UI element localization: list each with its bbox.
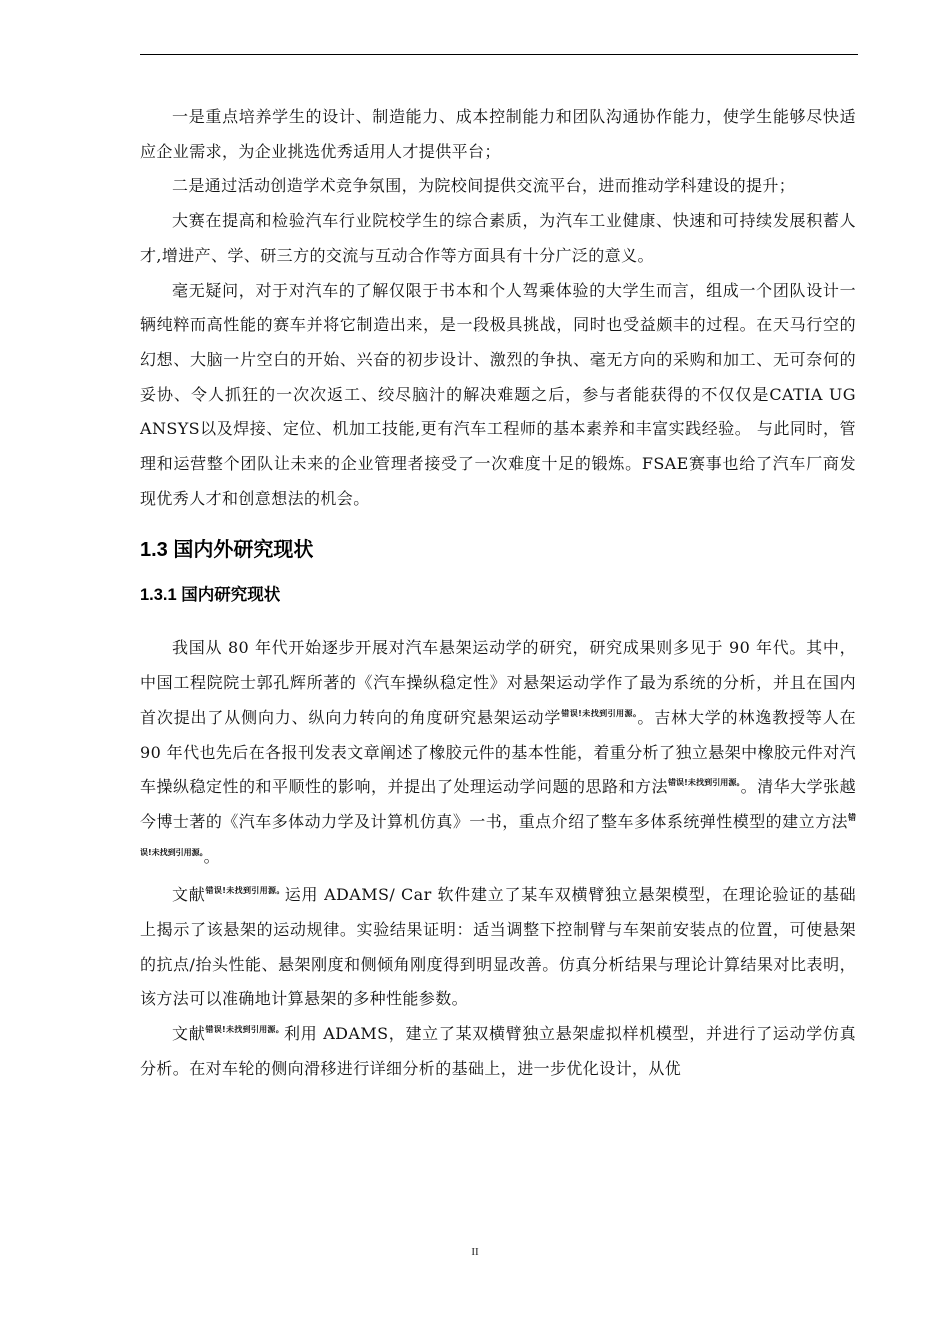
text-run: 。吉林大学的林逸教授等人在 90 年代也先后在各报刊发表文章阐述了橡胶元件的基本性能，着重分析了独立悬架中橡胶元件对汽车操纵稳定性的和平顺性的影响，并提出了处理运动学问题的思路和方法 xyxy=(140,707,857,797)
text-run: 运用 ADAMS/ Car 软件建立了某车双横臂独立悬架模型，在理论验证的基础上揭示了该悬架的运动规律。实验结果证明：适当调整下控制臂与车架前安装点的位置，可使悬架的抗点/抬头性能、悬架刚度和侧倾角刚度得到明显改善。仿真分析结果与理论计算结果对比表明，该方法可以准确地计算悬架的多种性能参数。 xyxy=(140,885,856,1009)
subsection-heading: 1.3.1 国内研究现状 xyxy=(140,586,281,605)
header-rule xyxy=(140,54,858,55)
text-run: 文献 xyxy=(172,885,206,905)
body-text xyxy=(140,100,856,1087)
reference-error-marker: 错误!未找到引用源。 xyxy=(561,708,638,718)
paragraph: 一是重点培养学生的设计、制造能力、成本控制能力和团队沟通协作能力，使学生能够尽快适应企业需求，为企业挑选优秀适用人才提供平台； xyxy=(140,107,856,161)
paragraph xyxy=(140,631,856,874)
text-run: 我国从 80 年代开始逐步开展对汽车悬架运动学的研究，研究成果则多见于 90 年代。其中，中国工程院院士郭孔辉所著的《汽车操纵稳定性》对悬架运动学作了最为系统的分析，并且在国内首次提出了从侧向力、纵向力转向的角度研究悬架运动学 xyxy=(140,638,856,727)
reference-error-marker: 错误!未找到引用源。 xyxy=(205,886,285,896)
section-heading: 1.3 国内外研究现状 xyxy=(140,539,314,562)
reference-error-marker: 错误!未找到引用源。 xyxy=(205,1025,285,1035)
page-number: II xyxy=(471,1246,479,1258)
paragraph: 二是通过活动创造学术竞争氛围，为院校间提供交流平台，进而推动学科建设的提升； xyxy=(172,176,796,196)
paragraph xyxy=(140,878,856,1017)
text-run: 利用 ADAMS，建立了某双横臂独立悬架虚拟样机模型，并进行了运动学仿真分析。在对车轮的侧向滑移进行详细分析的基础上，进一步优化设计，从优 xyxy=(140,1024,856,1078)
paragraph: 毫无疑问，对于对汽车的了解仅限于书本和个人驾乘体验的大学生而言，组成一个团队设计一辆纯粹而高性能的赛车并将它制造出来，是一段极具挑战，同时也受益颇丰的过程。在天马行空的幻想、大脑一片空白的开始、兴奋的初步设计、激烈的争执、毫无方向的采购和加工、无可奈何的妥协、令人抓狂的一次次返工、绞尽脑汁的解决难题之后，参与者能获得的不仅仅是CATIA UG ANSYS以及焊接、定位、机加工技能,更有汽车工程师的基本素养和丰富实践经验。 与此同时，管理和运营整个团队让未来的企业管理者接受了一次难度十足的锻炼。FSAE赛事也给了汽车厂商发现优秀人才和创意想法的机会。 xyxy=(140,280,856,508)
text-run: 。清华大学张越今博士著的《汽车多体动力学及计算机仿真》一书，重点介绍了整车多体系统弹性模型的建立方法 xyxy=(140,777,856,831)
reference-error-marker: 错误!未找到引用源。 xyxy=(667,778,741,788)
paragraph: 大赛在提高和检验汽车行业院校学生的综合素质，为汽车工业健康、快速和可持续发展积蓄人才,增进产、学、研三方的交流与互动合作等方面具有十分广泛的意义。 xyxy=(140,211,856,265)
reference-error-marker: 错误!未找到引用源。 xyxy=(140,812,856,857)
paragraph xyxy=(140,1017,856,1086)
text-run: 。 xyxy=(203,846,221,866)
text-run: 文献 xyxy=(172,1024,206,1044)
